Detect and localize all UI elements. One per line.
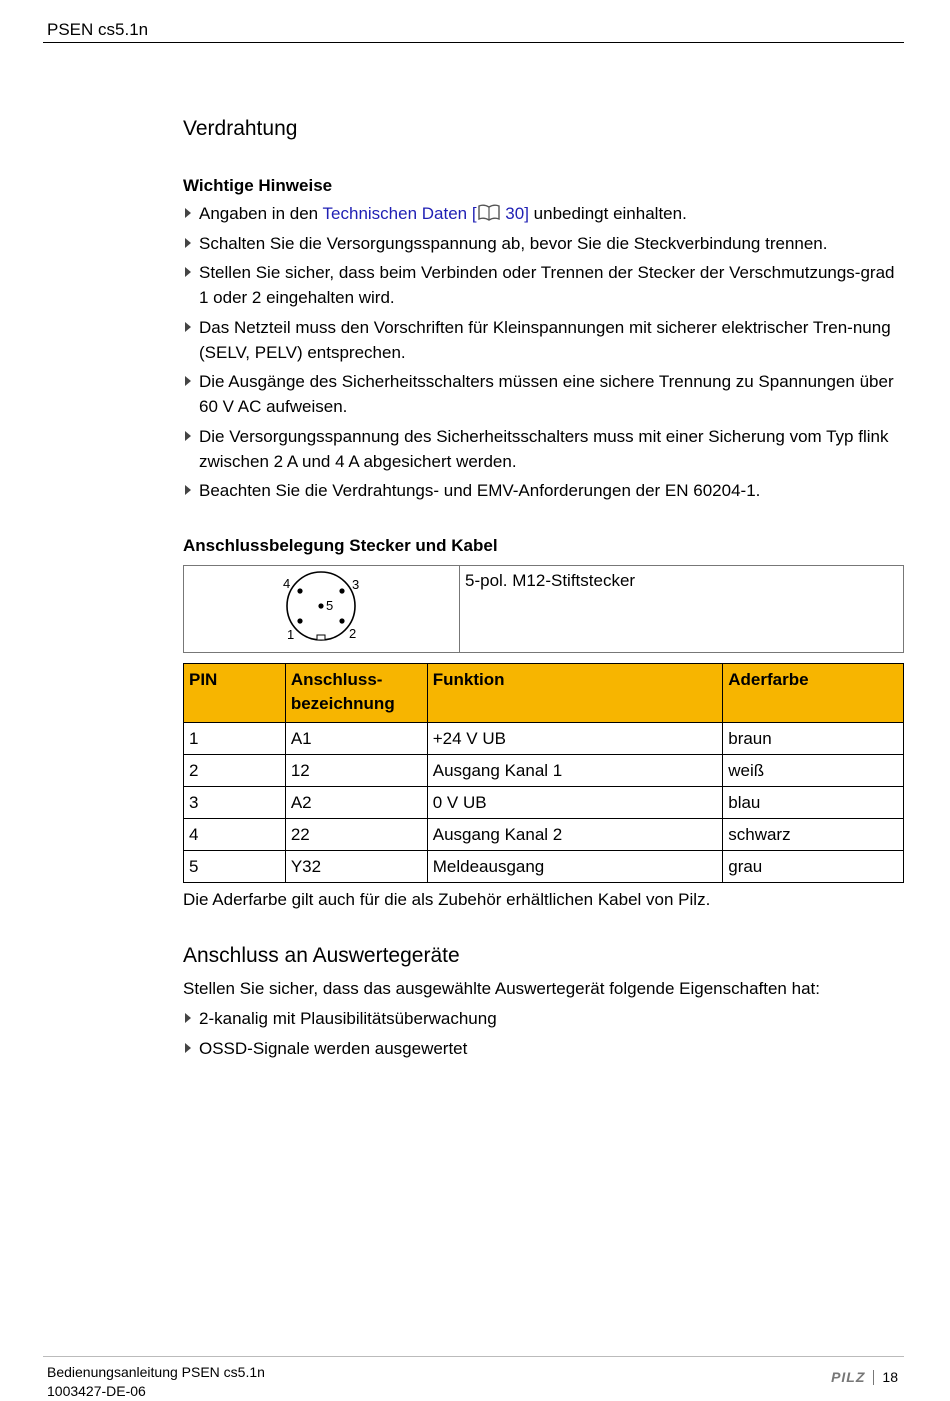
col-header-anschlussbezeichnung: Anschluss- bezeichnung: [285, 664, 427, 723]
pin-4-dot: [297, 588, 302, 593]
header-title: PSEN cs5.1n: [47, 20, 149, 39]
section-title-anschluss: Anschluss an Auswertegeräte: [183, 944, 460, 967]
cell-color: weiß: [723, 755, 904, 787]
cell-pin: 5: [184, 851, 286, 883]
connector-table: [183, 565, 904, 653]
footer-page-info: [831, 1369, 898, 1385]
pin-3-dot: [339, 588, 344, 593]
table-row: [184, 787, 904, 819]
pin-5-dot: [318, 603, 323, 608]
bullet-arrow-icon: [185, 376, 191, 386]
pin-label-5: 5: [326, 598, 334, 613]
bullet-arrow-icon: [185, 1013, 191, 1023]
section-title-verdrahtung: Verdrahtung: [183, 117, 298, 140]
list-item: Die Ausgänge des Sicherheitsschalters müssen eine sichere Trennung zu Spannungen über 60 V AC aufweisen.: [183, 369, 903, 419]
bullet-arrow-icon: [185, 267, 191, 277]
evaluation-list: [183, 1006, 903, 1065]
connector-key: [317, 635, 325, 640]
pin-label-3: 3: [352, 577, 360, 592]
pin-label-2: 2: [349, 626, 357, 641]
footer-info: [47, 1363, 265, 1401]
pin-label-4: 4: [283, 576, 291, 591]
table-header-row: [184, 664, 904, 723]
page-number: 18: [882, 1369, 898, 1385]
list-item: [183, 201, 903, 226]
table-row: [184, 755, 904, 787]
list-item: Stellen Sie sicher, dass beim Verbinden oder Trennen der Stecker der Verschmutzungs-grad 1 oder 2 eingehalten wird.: [183, 260, 903, 310]
bullet-arrow-icon: [185, 485, 191, 495]
cell-pin: 3: [184, 787, 286, 819]
pilz-logo: PILZ: [831, 1369, 866, 1385]
cell-function: Meldeausgang: [427, 851, 723, 883]
col-header-aderfarbe: Aderfarbe: [723, 664, 904, 723]
book-icon: [477, 203, 501, 221]
list-item: Beachten Sie die Verdrahtungs- und EMV-Anforderungen der EN 60204-1.: [183, 478, 903, 503]
cell-terminal: A2: [285, 787, 427, 819]
cell-pin: 4: [184, 819, 286, 851]
cell-function: +24 V UB: [427, 723, 723, 755]
cell-terminal: 12: [285, 755, 427, 787]
list-item: OSSD-Signale werden ausgewertet: [183, 1036, 903, 1061]
cell-terminal: Y32: [285, 851, 427, 883]
list-item: Schalten Sie die Versorgungsspannung ab, bevor Sie die Steckverbindung trennen.: [183, 231, 903, 256]
bullet-arrow-icon: [185, 208, 191, 218]
m12-connector-diagram: [184, 566, 459, 652]
pin-assignment-table: [183, 663, 904, 883]
bullet-arrow-icon: [185, 431, 191, 441]
cell-color: blau: [723, 787, 904, 819]
header-divider: [43, 42, 904, 43]
table-row: [184, 851, 904, 883]
cell-function: Ausgang Kanal 2: [427, 819, 723, 851]
col-header-funktion: Funktion: [427, 664, 723, 723]
footer-doc-number: 1003427-DE-06: [47, 1383, 146, 1399]
cable-color-note: Die Aderfarbe gilt auch für die als Zubehör erhältlichen Kabel von Pilz.: [183, 890, 711, 909]
subtitle-wichtige-hinweise: Wichtige Hinweise: [183, 176, 333, 195]
cell-pin: 1: [184, 723, 286, 755]
footer-separator: [873, 1370, 874, 1385]
evaluation-intro: Stellen Sie sicher, dass das ausgewählte Auswertegerät folgende Eigenschaften hat:: [183, 979, 820, 998]
cell-terminal: 22: [285, 819, 427, 851]
cell-terminal: A1: [285, 723, 427, 755]
bullet-arrow-icon: [185, 238, 191, 248]
list-item: Das Netzteil muss den Vorschriften für Kleinspannungen mit sicherer elektrischer Tren-nung (SELV, PELV) entsprechen.: [183, 315, 903, 365]
bullet-text: unbedingt einhalten.: [528, 204, 687, 223]
bullet-text: Angaben in den: [199, 204, 323, 223]
cell-function: Ausgang Kanal 1: [427, 755, 723, 787]
list-item: 2-kanalig mit Plausibilitätsüberwachung: [183, 1006, 903, 1031]
cell-function: 0 V UB: [427, 787, 723, 819]
footer-manual-title: Bedienungsanleitung PSEN cs5.1n: [47, 1364, 265, 1380]
table-row: [184, 723, 904, 755]
connector-diagram-cell: [184, 566, 460, 653]
bullet-arrow-icon: [185, 1043, 191, 1053]
cell-pin: 2: [184, 755, 286, 787]
col-header-pin: PIN: [184, 664, 286, 723]
pin-label-1: 1: [287, 627, 295, 642]
bullet-arrow-icon: [185, 322, 191, 332]
list-item: Die Versorgungsspannung des Sicherheitsschalters muss mit einer Sicherung vom Typ flink zwischen 2 A und 4 A abgesichert werden.: [183, 424, 903, 474]
table-row: [184, 819, 904, 851]
connector-description: 5-pol. M12-Stiftstecker: [460, 566, 904, 653]
cell-color: grau: [723, 851, 904, 883]
technical-data-link[interactable]: Technischen Daten [ 30]: [322, 204, 529, 223]
hinweise-list: [183, 201, 903, 508]
pin-2-dot: [339, 618, 344, 623]
subtitle-anschlussbelegung: Anschlussbelegung Stecker und Kabel: [183, 536, 498, 555]
footer-divider: [43, 1356, 904, 1357]
cell-color: schwarz: [723, 819, 904, 851]
cell-color: braun: [723, 723, 904, 755]
pin-1-dot: [297, 618, 302, 623]
